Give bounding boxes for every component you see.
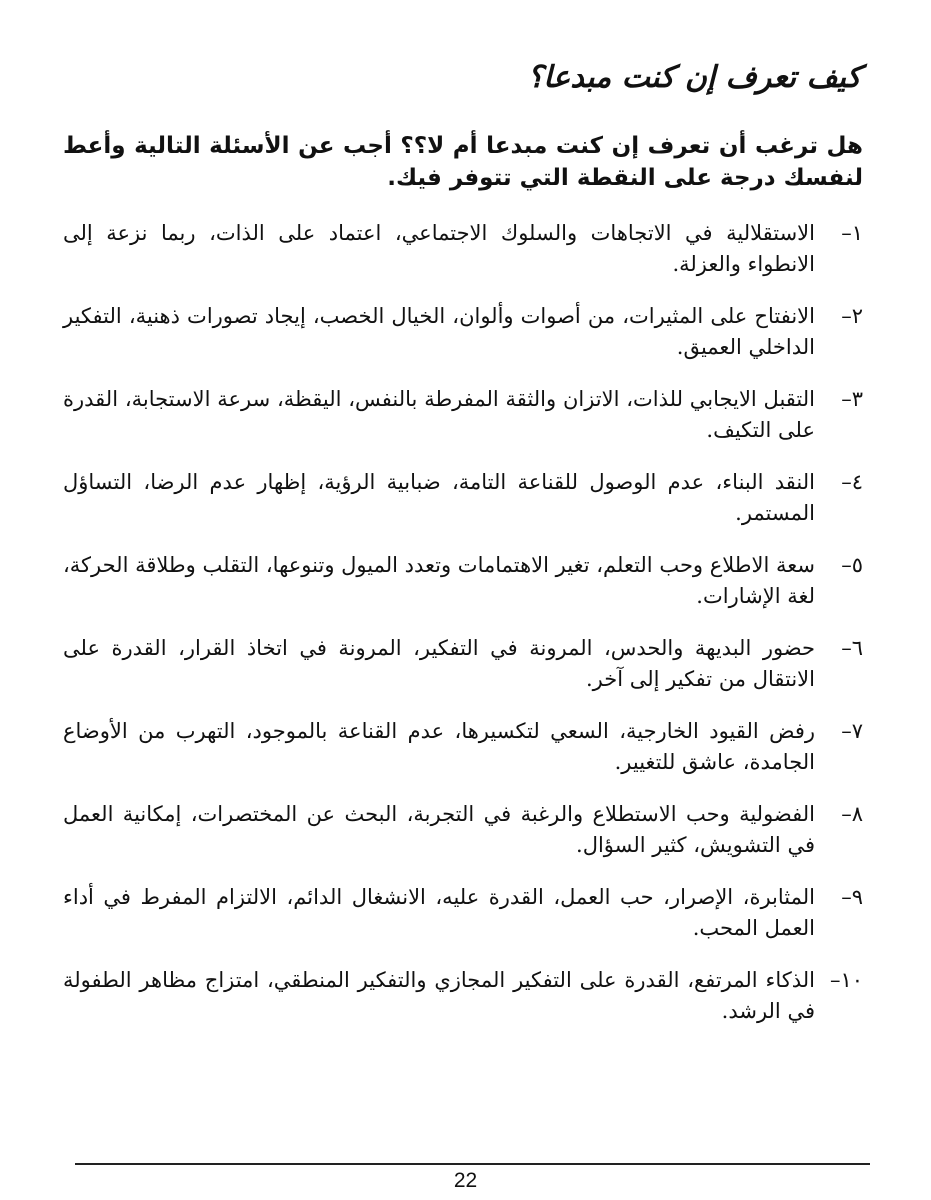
intro-paragraph: هل ترغب أن تعرف إن كنت مبدعا أم لا؟؟ أجب عن الأسئلة التالية وأعط لنفسك درجة على النقطة التي تتوفر فيك.: [63, 133, 863, 191]
item-text: الفضولية وحب الاستطلاع والرغبة في التجربة، البحث عن المختصرات، إمكانية العمل في التشويش، كثير السؤال.: [63, 802, 815, 857]
page-number: 22: [453, 1169, 478, 1192]
list-item: [63, 965, 863, 1048]
item-number: ٩–: [841, 885, 863, 909]
item-text: النقد البناء، عدم الوصول للقناعة التامة، ضبابية الرؤية، إظهار عدم الرضا، التساؤل المستمر.: [63, 470, 815, 525]
list-item: [63, 799, 863, 882]
item-number: ٦–: [841, 636, 863, 660]
footer-divider: [75, 1163, 870, 1165]
item-text: رفض القيود الخارجية، السعي لتكسيرها، عدم القناعة بالموجود، التهرب من الأوضاع الجامدة، عاشق للتغيير.: [63, 719, 815, 774]
list-item: [63, 550, 863, 633]
traits-list: [63, 218, 863, 1048]
list-item: [63, 716, 863, 799]
item-number: ٥–: [841, 553, 863, 577]
item-number: ٤–: [841, 470, 863, 494]
list-item: [63, 882, 863, 965]
item-number: ٧–: [841, 719, 863, 743]
item-text: حضور البديهة والحدس، المرونة في التفكير، المرونة في اتخاذ القرار، القدرة على الانتقال من تفكير إلى آخر.: [63, 636, 815, 691]
list-item: [63, 633, 863, 716]
item-number: ١–: [841, 221, 863, 245]
item-text: التقبل الايجابي للذات، الاتزان والثقة المفرطة بالنفس، اليقظة، سرعة الاستجابة، القدرة على التكيف.: [63, 387, 815, 442]
item-number: ٢–: [841, 304, 863, 328]
item-text: سعة الاطلاع وحب التعلم، تغير الاهتمامات وتعدد الميول وتنوعها، التقلب وطلاقة الحركة، لغة الإشارات.: [63, 553, 815, 608]
item-text: الانفتاح على المثيرات، من أصوات وألوان، الخيال الخصب، إيجاد تصورات ذهنية، التفكير الداخلي العميق.: [63, 304, 815, 359]
list-item: [63, 301, 863, 384]
item-text: الاستقلالية في الاتجاهات والسلوك الاجتماعي، اعتماد على الذات، ربما نزعة إلى الانطواء والعزلة.: [63, 221, 815, 276]
item-number: ٨–: [841, 802, 863, 826]
page-title: كيف تعرف إن كنت مبدعا؟: [527, 60, 861, 95]
item-number: ١٠–: [829, 968, 863, 992]
list-item: [63, 218, 863, 301]
item-number: ٣–: [841, 387, 863, 411]
item-text: المثابرة، الإصرار، حب العمل، القدرة عليه، الانشغال الدائم، الالتزام المفرط في أداء العمل المحب.: [63, 885, 815, 940]
list-item: [63, 467, 863, 550]
item-text: الذكاء المرتفع، القدرة على التفكير المجازي والتفكير المنطقي، امتزاج مظاهر الطفولة في الرشد.: [63, 968, 815, 1023]
list-item: [63, 384, 863, 467]
